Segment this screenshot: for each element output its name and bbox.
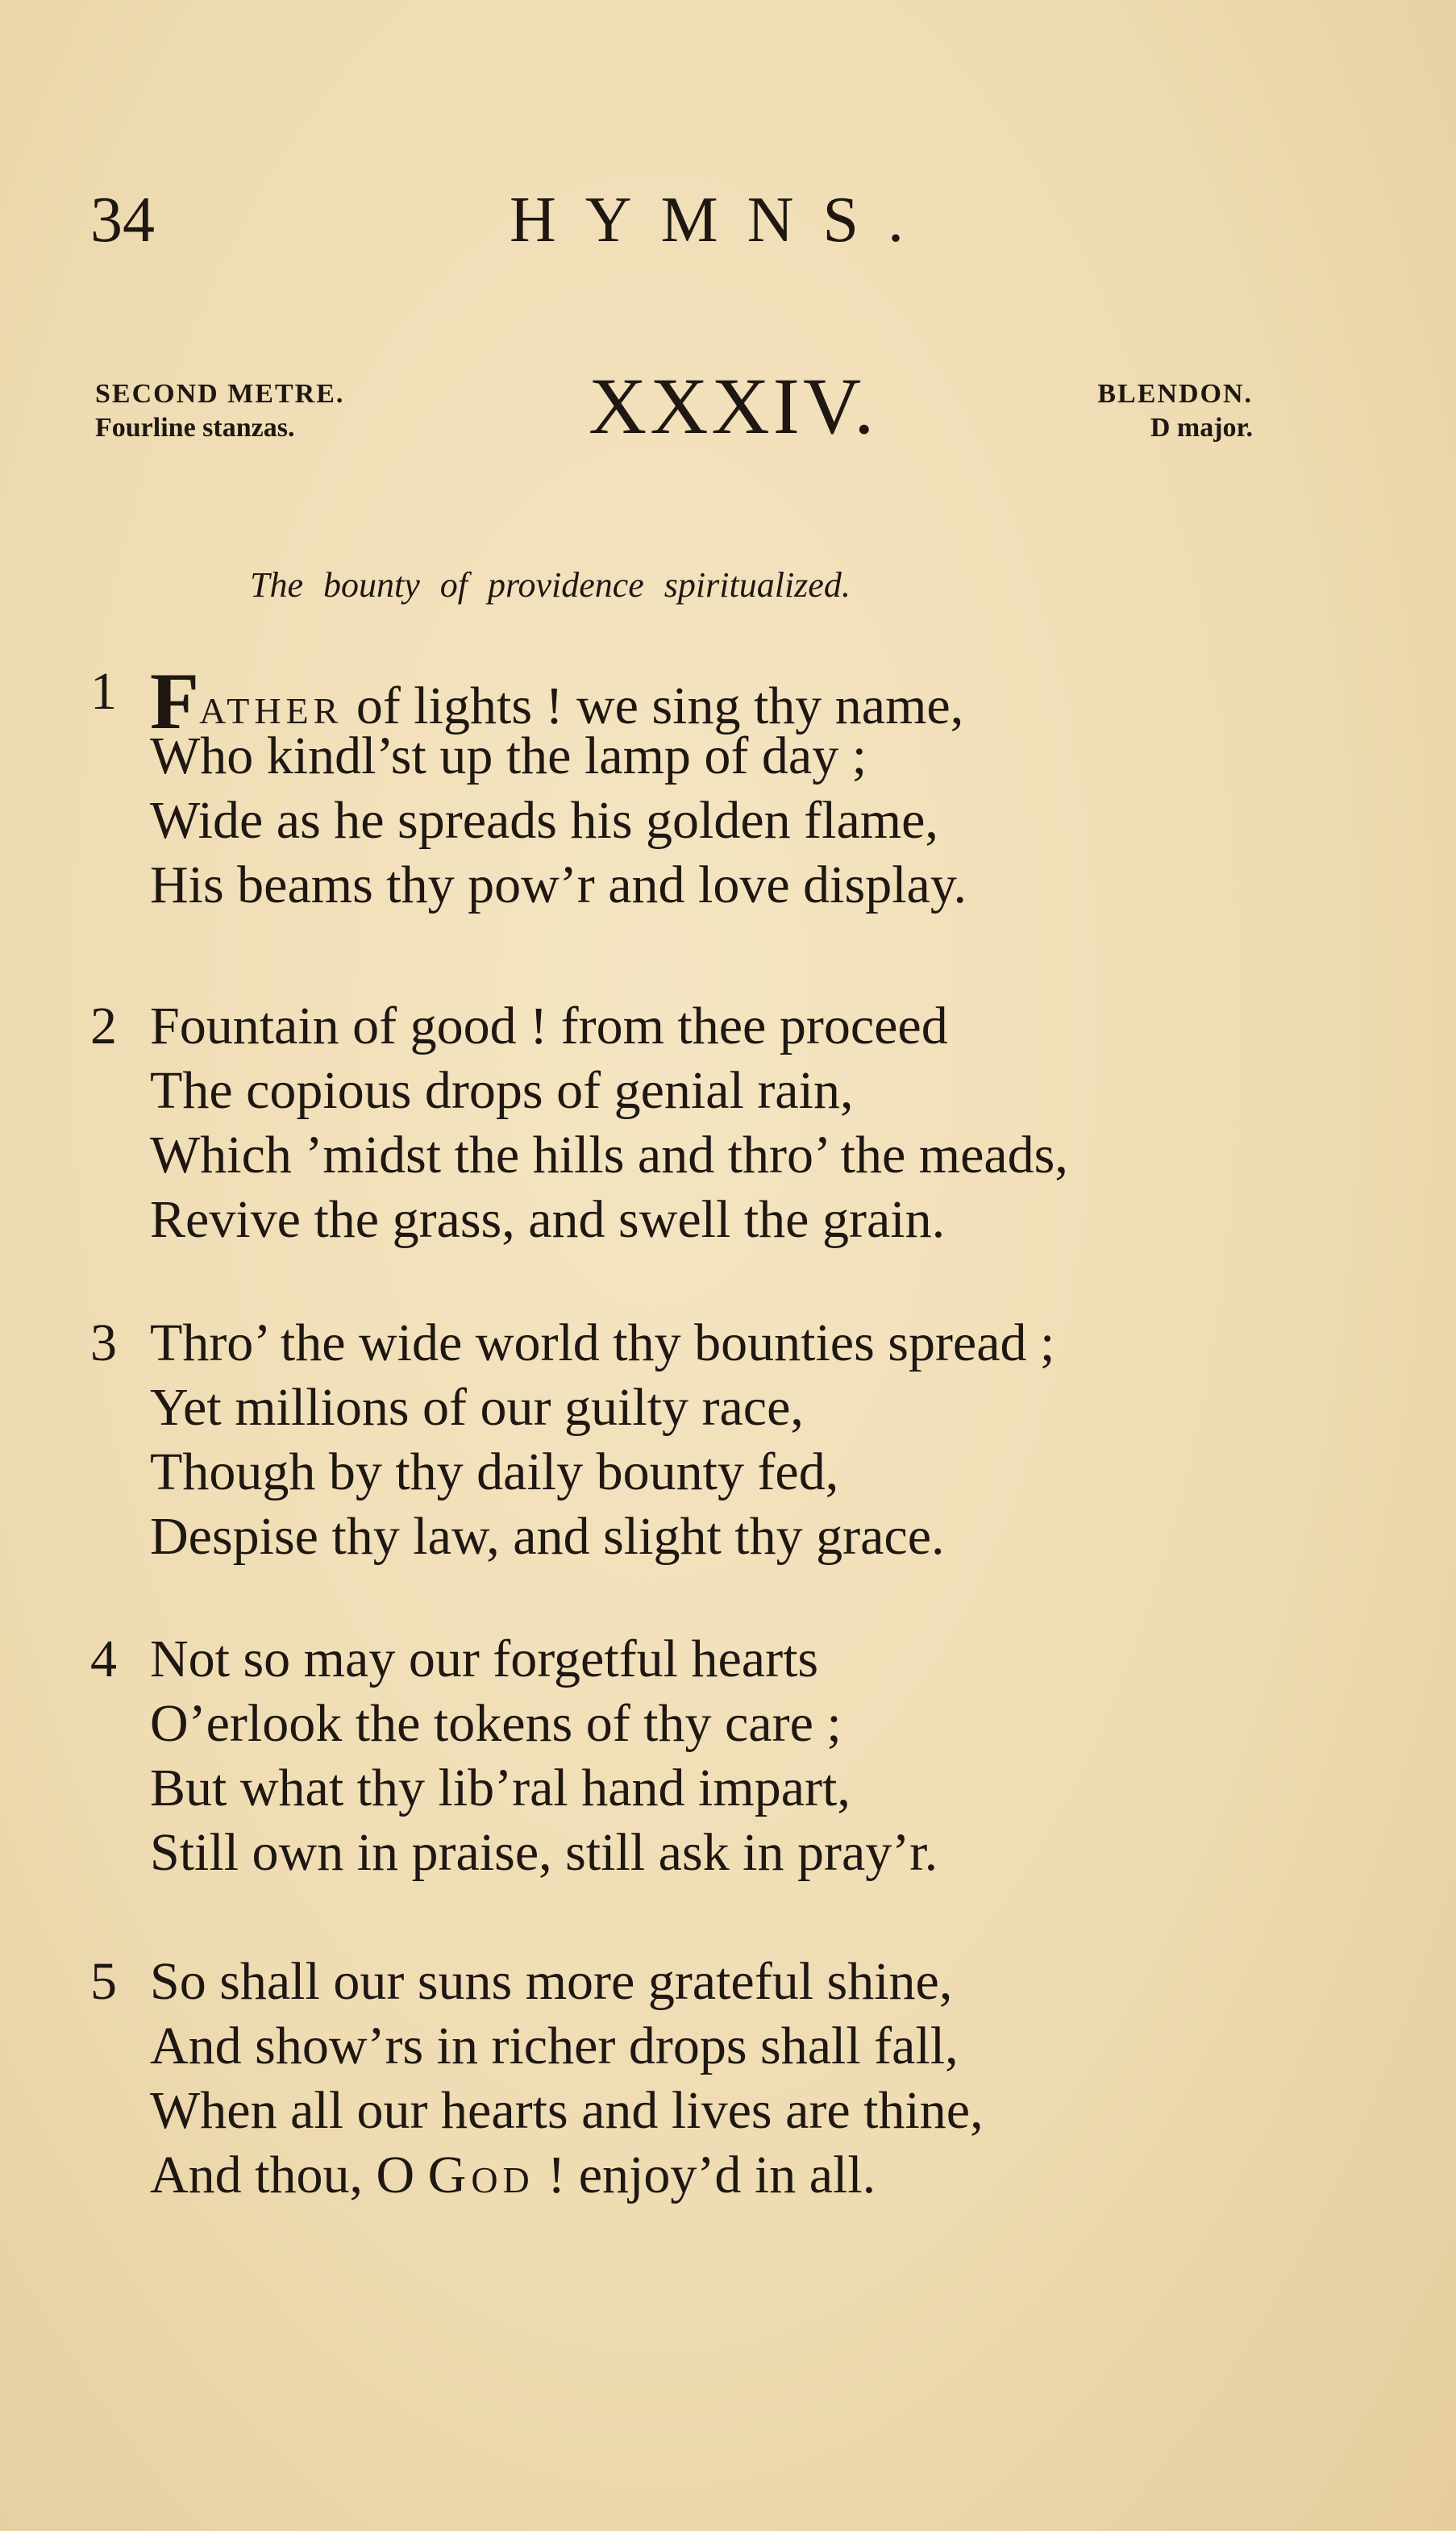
verse-line: The copious drops of genial rain, [150, 1061, 854, 1120]
verse-text: ! enjoy’d in all. [534, 2146, 876, 2204]
verse-line: Yet millions of our guilty race, [150, 1378, 804, 1437]
small-caps-text: ather [199, 676, 343, 735]
verse-line: So shall our suns more grateful shine, [150, 1952, 953, 2011]
drop-cap: F [150, 656, 200, 746]
verse-line: Revive the grass, and swell the grain. [150, 1190, 946, 1249]
stanza-number: 5 [90, 1952, 117, 2011]
stanza-number: 1 [90, 662, 117, 721]
stanza-form: Fourline stanzas. [95, 413, 295, 443]
running-head: HYMNS. [510, 185, 933, 256]
hymn-number: XXXIV. [589, 361, 878, 451]
tune-name: BLENDON. [1097, 379, 1253, 409]
tune-info [1097, 377, 1253, 445]
verse-line: O’erlook the tokens of thy care ; [150, 1694, 842, 1753]
verse-line: Despise thy law, and slight thy grace. [150, 1507, 945, 1566]
page-number: 34 [90, 185, 155, 256]
verse-line: Thro’ the wide world thy bounties spread ; [150, 1313, 1055, 1372]
page-header [0, 184, 1456, 264]
stanza-number: 2 [90, 997, 117, 1055]
stanza-number: 4 [90, 1630, 117, 1688]
verse-line: His beams thy pow’r and love display. [150, 855, 967, 914]
verse-text: And thou, O [150, 2146, 428, 2204]
verse-line: Not so may our forgetful hearts [150, 1630, 819, 1688]
stanza-number: 3 [90, 1313, 117, 1372]
verse-line: Which ’midst the hills and thro’ the meads, [150, 1126, 1068, 1184]
verse-line: Fountain of good ! from thee proceed [150, 997, 948, 1055]
verse-line: And show’rs in richer drops shall fall, [150, 2017, 959, 2075]
verse-text: of lights ! we sing thy name, [343, 676, 964, 735]
tune-key: D major. [1150, 413, 1253, 443]
verse-line: When all our hearts and lives are thine, [150, 2081, 984, 2140]
small-caps-text: God [427, 2146, 535, 2204]
verse-line: But what thy lib’ral hand impart, [150, 1759, 851, 1817]
verse-line: Who kindl’st up the lamp of day ; [150, 726, 867, 785]
metre-label: SECOND METRE. [95, 379, 345, 409]
hymn-title: The bounty of providence spiritualized. [250, 565, 851, 605]
metre-info [95, 377, 344, 445]
verse-line: Though by thy daily bounty fed, [150, 1442, 839, 1501]
verse-line: Still own in praise, still ask in pray’r. [150, 1823, 938, 1882]
verse-line: Wide as he spreads his golden flame, [150, 791, 938, 850]
verse-line [150, 2145, 876, 2206]
